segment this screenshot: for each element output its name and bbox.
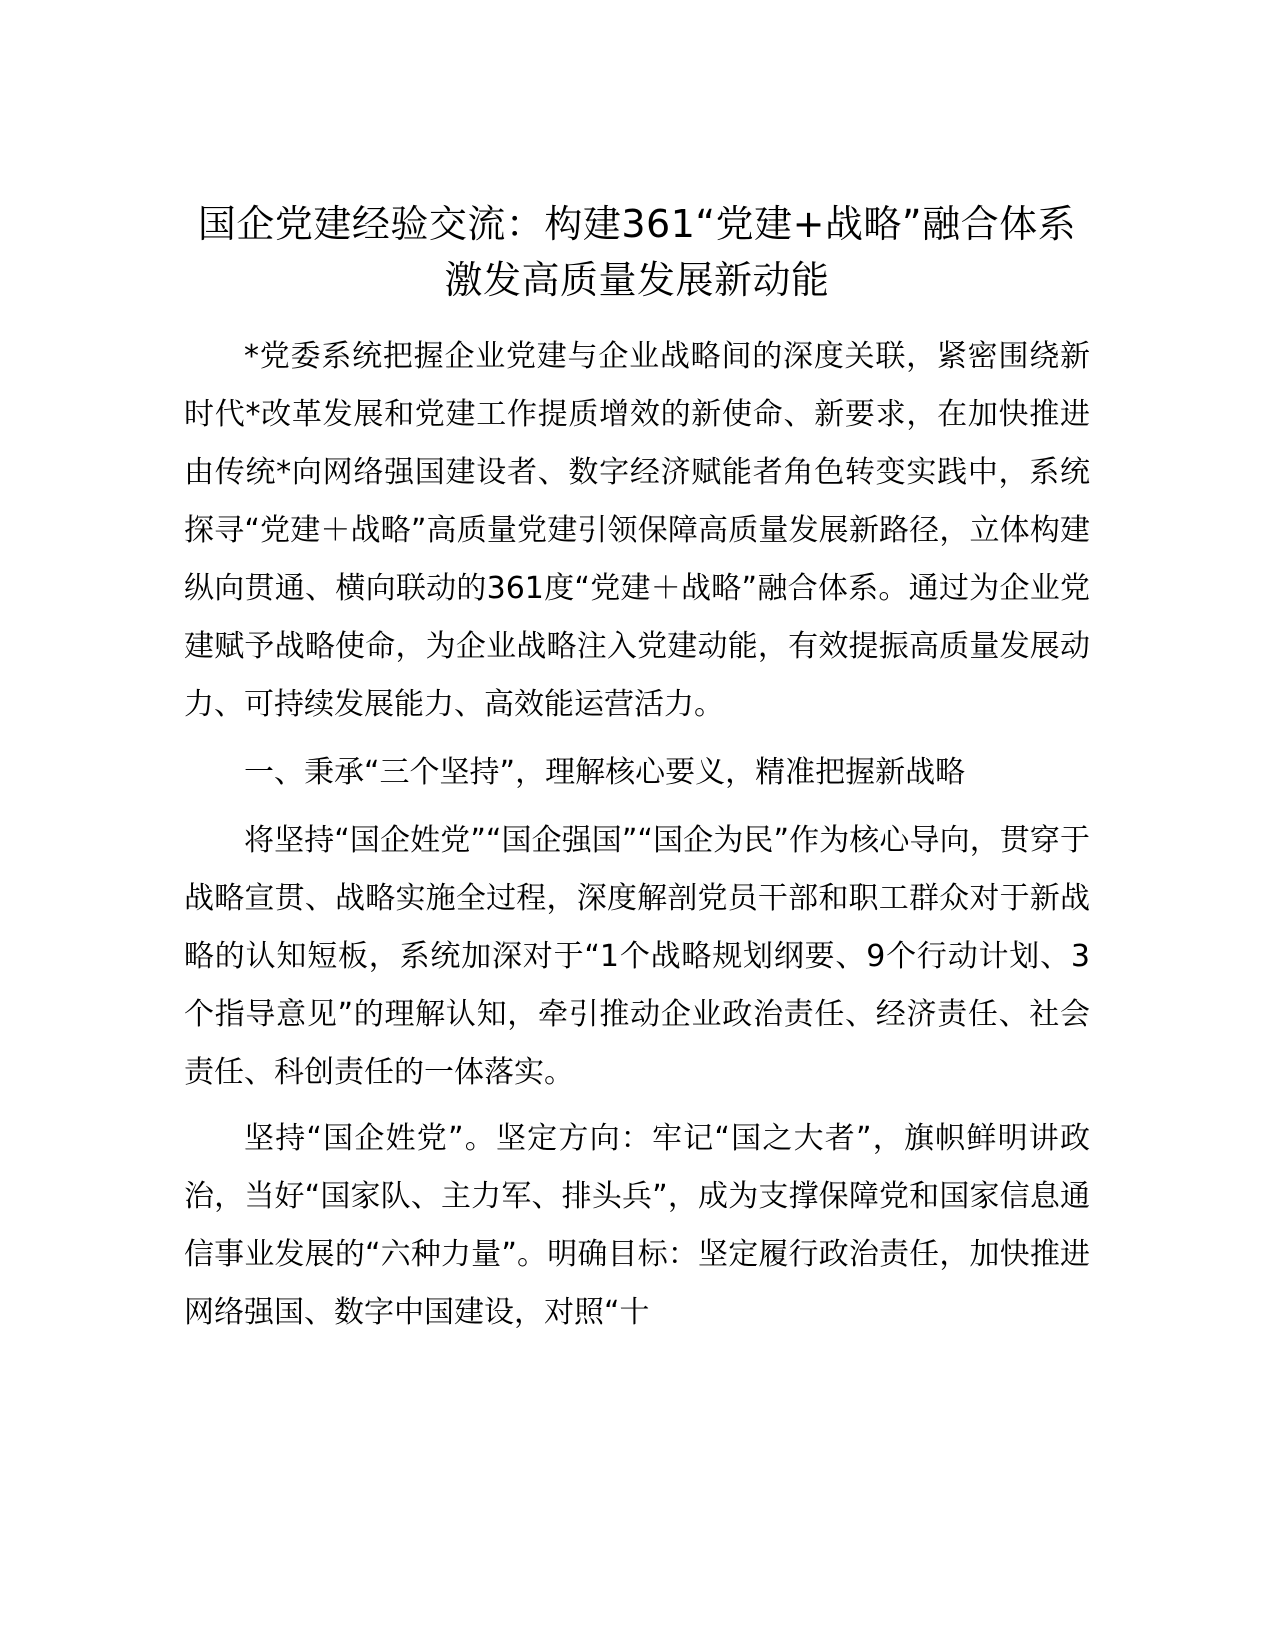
document-title: 国企党建经验交流：构建361“党建+战略”融合体系激发高质量发展新动能	[197, 202, 1077, 302]
paragraph-intro: *党委系统把握企业党建与企业战略间的深度关联，紧密围绕新时代*改革发展和党建工作提质增效的新使命、新要求，在加快推进由传统*向网络强国建设者、数字经济赋能者角色转变实践中，系统探寻“党建＋战略”高质量党建引领保障高质量发展新路径，立体构建纵向贯通、横向联动的361度“党建＋战略”融合体系。通过为企业党建赋予战略使命，为企业战略注入党建动能，有效提振高质量发展动力、可持续发展能力、高效能运营活力。	[184, 339, 1090, 722]
paragraph-gap	[184, 1102, 1090, 1110]
paragraph-section-1: 将坚持“国企姓党”“国企强国”“国企为民”作为核心导向，贯穿于战略宣贯、战略实施全过程，深度解剖党员干部和职工群众对于新战略的认知短板，系统加深对于“1个战略规划纲要、9个行动计划、3个指导意见”的理解认知，牵引推动企业政治责任、经济责任、社会责任、科创责任的一体落实。	[184, 823, 1090, 1090]
paragraph-guoqi-xingdang: 坚持“国企姓党”。坚定方向：牢记“国之大者”，旗帜鲜明讲政治，当好“国家队、主力军、排头兵”，成为支撑保障党和国家信息通信事业发展的“六种力量”。明确目标：坚定履行政治责任，加快推进网络强国、数字中国建设，对照“十	[184, 1121, 1090, 1330]
document-page	[184, 196, 1090, 1342]
section-heading-1: 一、秉承“三个坚持”，理解核心要义，精准把握新战略	[244, 755, 966, 790]
